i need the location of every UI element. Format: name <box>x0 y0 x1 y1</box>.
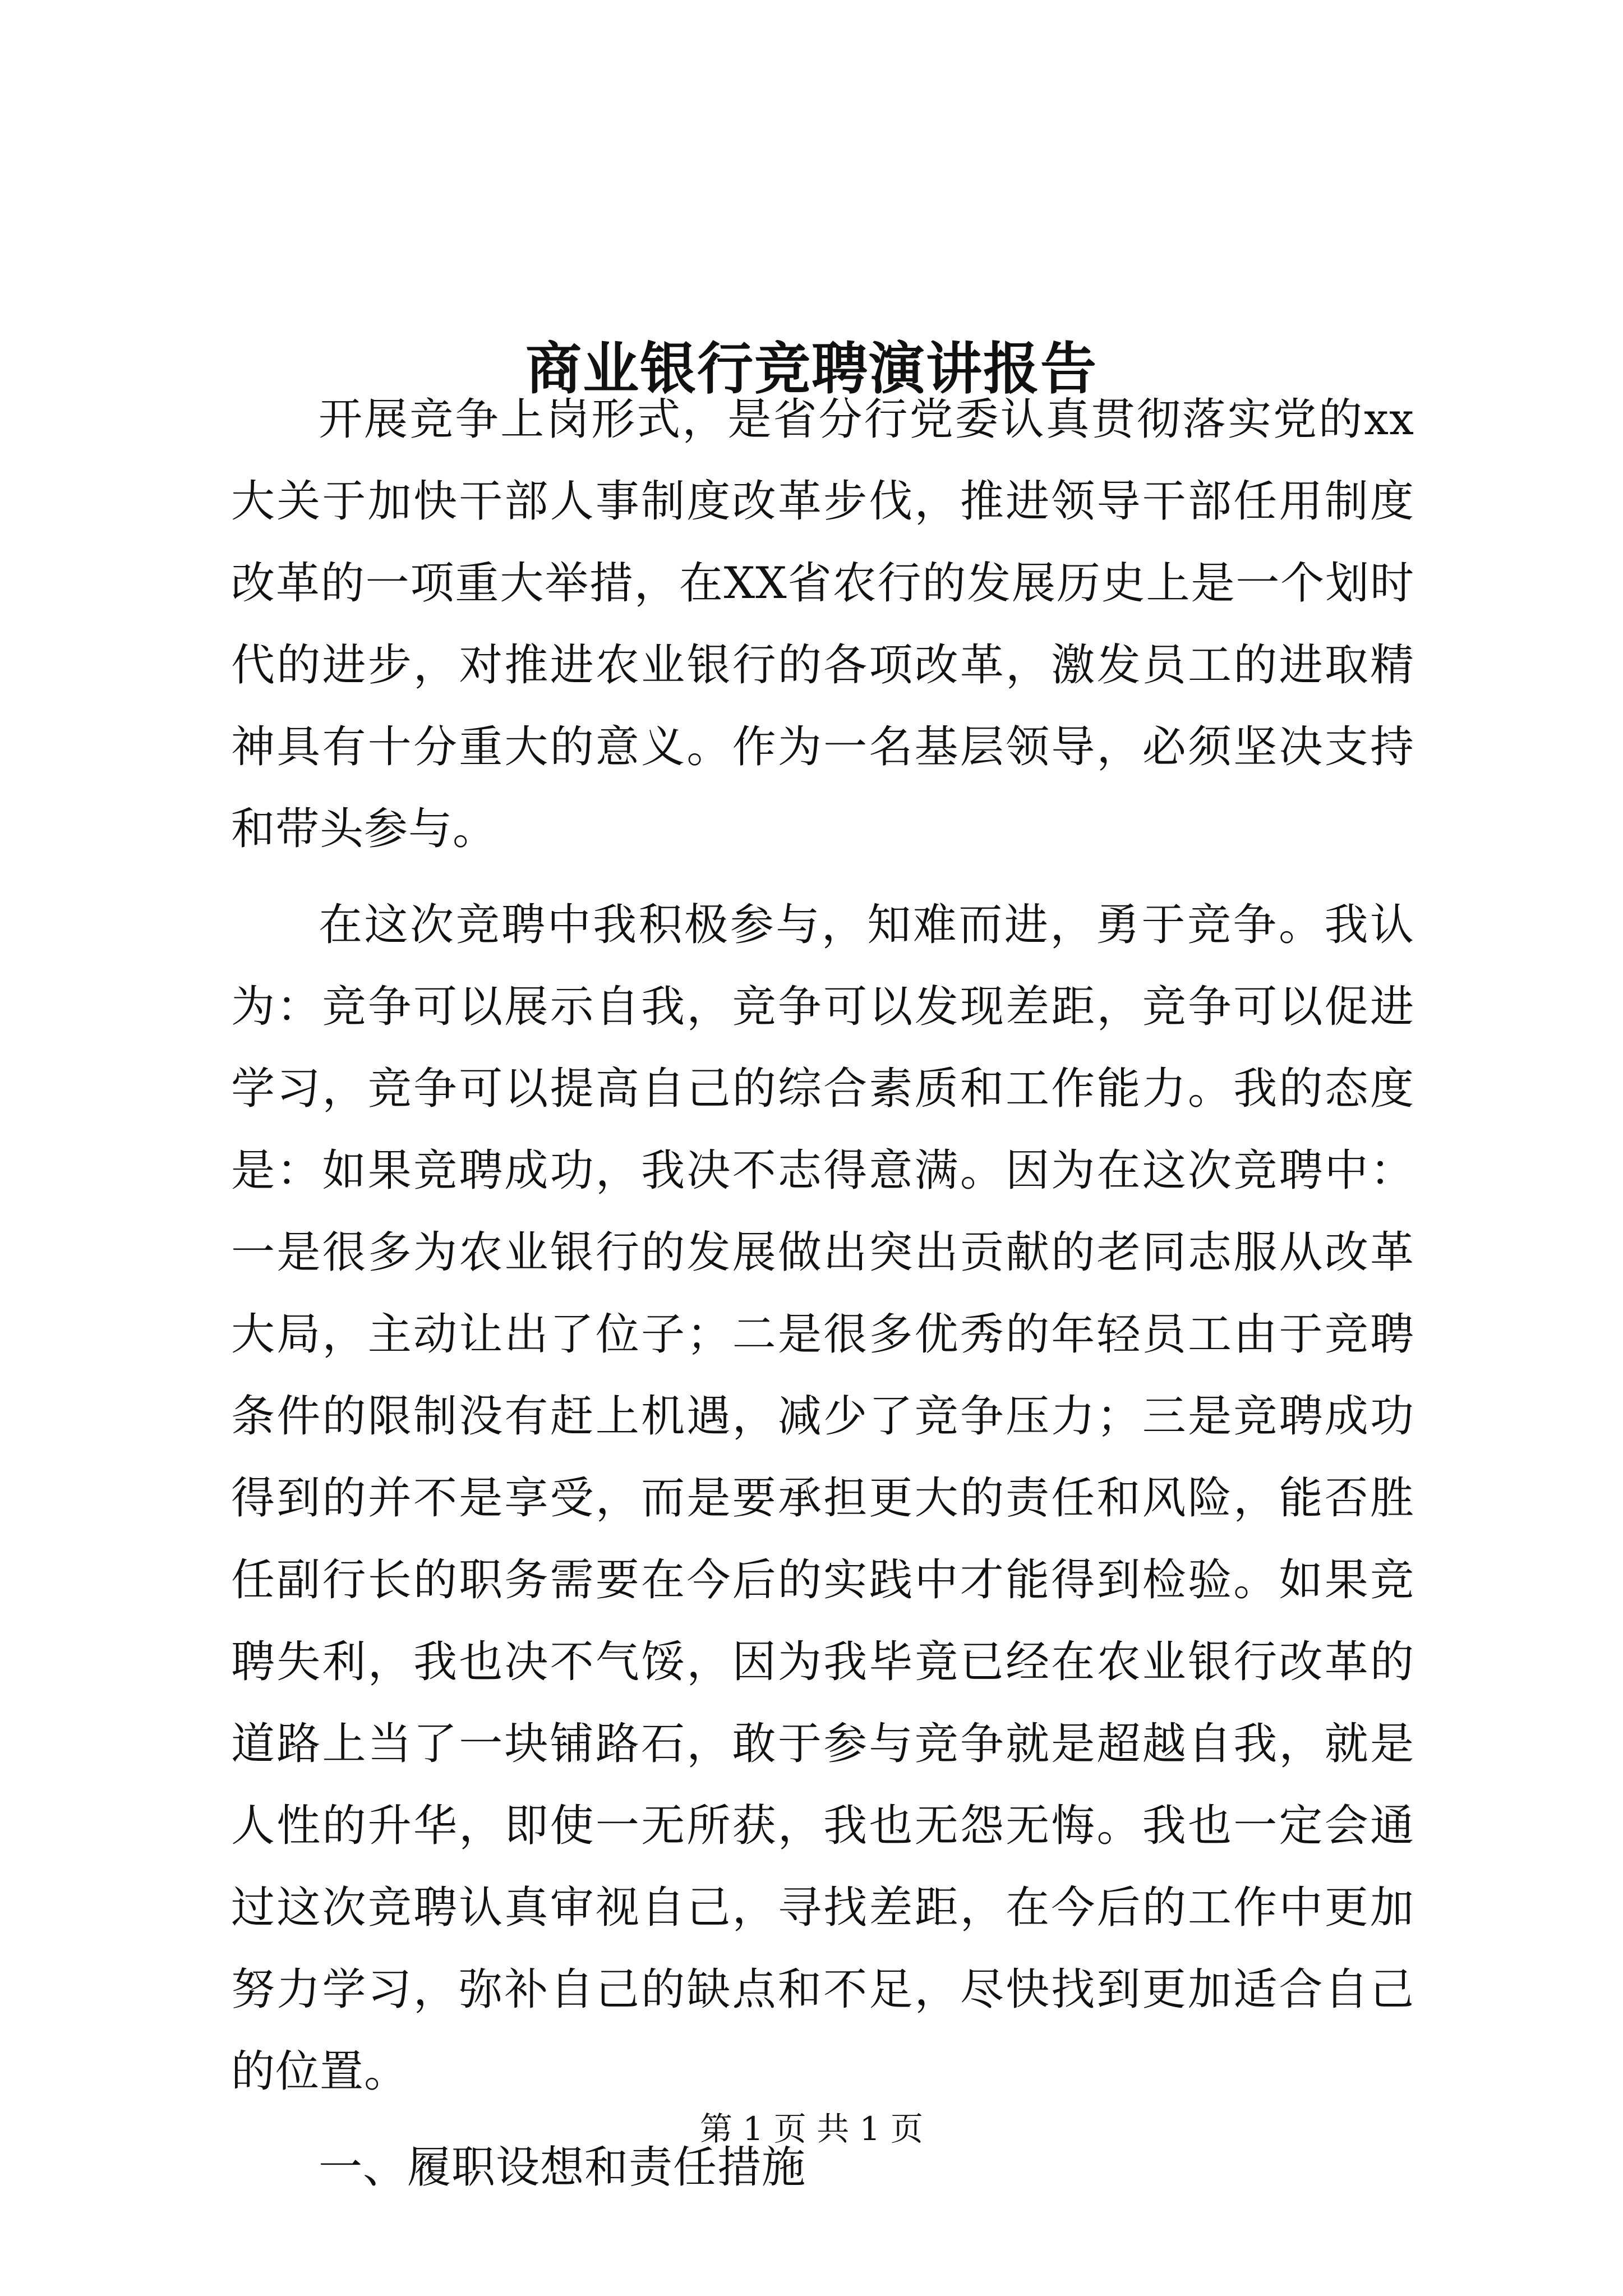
section-heading: 一、履职设想和责任措施 <box>319 2142 806 2193</box>
page-footer: 第 1 页 共 1 页 <box>700 2110 923 2148</box>
paragraph-intro: 开展竞争上岗形式，是省分行党委认真贯彻落实党的xx大关于加快干部人事制度改革步伐，推进领导干部任用制度改革的一项重大举措，在XX省农行的发展历史上是一个划时代的进步，对推进农业银行的各项改革，激发员工的进取精神具有十分重大的意义。作为一名基层领导，必须坚决支持和带头参与。 <box>231 394 1414 854</box>
document-body <box>231 379 1414 2208</box>
paragraph-attitude: 在这次竞聘中我积极参与，知难而进，勇于竞争。我认为：竞争可以展示自我，竞争可以发现差距，竞争可以促进学习，竞争可以提高自己的综合素质和工作能力。我的态度是：如果竞聘成功，我决不志得意满。因为在这次竞聘中：一是很多为农业银行的发展做出突出贡献的老同志服从改革大局，主动让出了位子；二是很多优秀的年轻员工由于竞聘条件的限制没有赶上机遇，减少了竞争压力；三是竞聘成功得到的并不是享受，而是要承担更大的责任和风险，能否胜任副行长的职务需要在今后的实践中才能得到检验。如果竞聘失利，我也决不气馁，因为我毕竟已经在农业银行改革的道路上当了一块铺路石，敢于参与竞争就是超越自我，就是人性的升华，即使一无所获，我也无怨无悔。我也一定会通过这次竞聘认真审视自己，寻找差距，在今后的工作中更加努力学习，弥补自己的缺点和不足，尽快找到更加适合自己的位置。 <box>231 900 1414 2097</box>
document-title: 商业银行竞聘演讲报告 <box>525 335 1098 402</box>
